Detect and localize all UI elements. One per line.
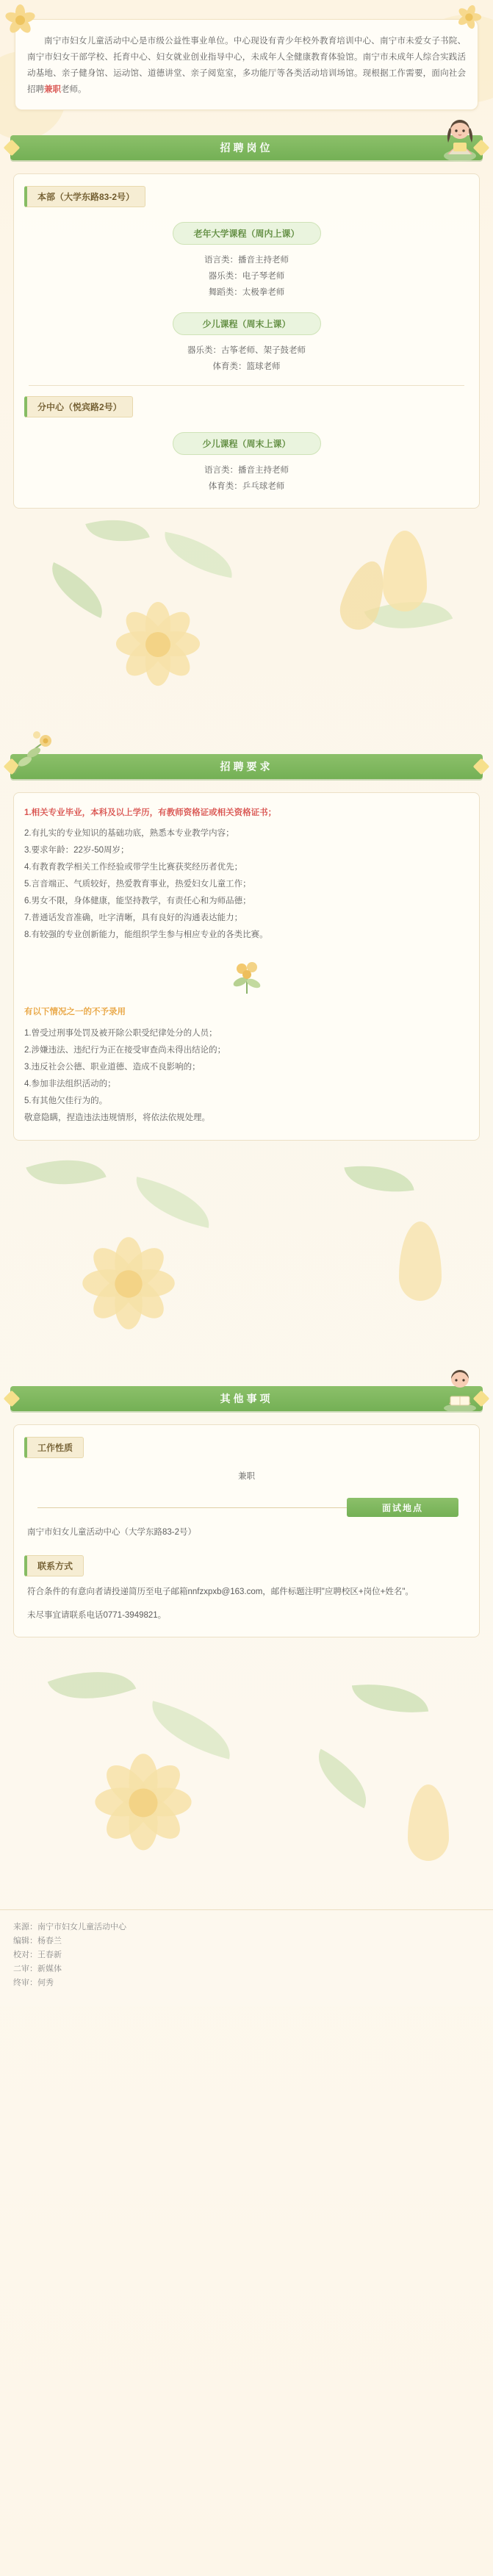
- campus-name: 分中心（悦宾路2号）: [24, 396, 133, 417]
- footer-editor: 编辑：杨春兰: [13, 1937, 62, 1945]
- intro-text: 南宁市妇女儿童活动中心是市级公益性事业单位。中心现设有青少年校外教育培训中心、南宁市未爱女子书院、南宁市妇女干部学校、托育中心、妇女就业创业指导中心，未成年人全健康教育体验馆。南宁市未成年人综合实践活动基地、亲子健身馆、运动馆、道德讲堂、亲子阅览室，多功能厅等各类活动培训场馆。现根据工作需要，面向社会招聘: [27, 37, 466, 94]
- section-other-matters: [0, 1386, 493, 1887]
- requirement-item: 2.有扎实的专业知识的基础功底，熟悉本专业教学内容；: [24, 829, 234, 838]
- flower-icon-top-left: [3, 3, 37, 37]
- banner-other-matters: [10, 1386, 483, 1411]
- course-group-pill: 少儿课程（周末上课）: [173, 312, 321, 335]
- interview-location-tag: 面试地点: [347, 1498, 458, 1517]
- divider: [29, 385, 464, 386]
- work-nature-value: 兼职: [238, 1472, 255, 1481]
- positions-box: [13, 173, 480, 509]
- banner-recruit-positions: [10, 135, 483, 160]
- flower-decor-large: [110, 597, 206, 692]
- banner-title: 招聘岗位: [220, 142, 273, 154]
- decor-art-area-3: [0, 1637, 493, 1887]
- requirement-item: 3.要求年龄：22岁-50周岁；: [24, 846, 129, 855]
- flower-icon-top-right: [456, 4, 483, 31]
- flower-sprig-icon: [227, 960, 267, 994]
- flower-divider: [24, 960, 469, 997]
- footer-final-review: 终审：何秀: [13, 1978, 54, 1987]
- banner-title: 招聘要求: [220, 761, 273, 772]
- contact-phone-text: 未尽事宜请联系电话0771-3949821。: [27, 1611, 167, 1620]
- ribbon-line: [37, 1507, 373, 1508]
- disqualification-item: 2.涉嫌违法、违纪行为正在接受审查尚未得出结论的；: [24, 1046, 226, 1055]
- disqualification-item: 4.参加非法组织活动的；: [24, 1080, 116, 1088]
- footer-second-review: 二审：新媒体: [13, 1965, 62, 1973]
- footer: [0, 1909, 493, 2006]
- section-recruit-positions: [0, 135, 493, 729]
- interview-location-ribbon: [24, 1498, 469, 1517]
- requirement-list: [24, 825, 469, 944]
- intro-section: [0, 0, 493, 110]
- disqualification-item: 1.曾受过刑事处罚及被开除公职受纪律处分的人员；: [24, 1029, 217, 1038]
- contact-tag: 联系方式: [24, 1555, 84, 1576]
- course-row: 语言类：播音主持老师: [204, 256, 289, 265]
- work-nature-tag: 工作性质: [24, 1437, 84, 1458]
- disqualification-item: 3.违反社会公德、职业道德、造成不良影响的；: [24, 1063, 201, 1072]
- requirement-title: 1.相关专业毕业，本科及以上学历，有教师资格证或相关资格证书；: [24, 808, 277, 817]
- disqualification-item: 敬意隐瞒，捏造违法违规情形，将依法依规处理。: [24, 1113, 210, 1122]
- course-row: 器乐类：古筝老师、架子鼓老师: [187, 346, 306, 355]
- course-row: 舞蹈类：太极拳老师: [208, 288, 285, 297]
- flower-decor-large: [88, 1748, 198, 1858]
- campus-name: 本部（大学东路83-2号）: [24, 186, 145, 207]
- disqualification-title: 有以下情况之一的不予录用: [24, 1008, 126, 1016]
- interview-location-value: 南宁市妇女儿童活动中心（大学东路83-2号）: [27, 1528, 197, 1537]
- other-matters-box: [13, 1424, 480, 1637]
- requirement-item: 6.男女不限，身体健康，能坚持教学，有责任心和为师品德；: [24, 897, 251, 905]
- requirement-item: 5.言音端正、气质较好，热爱教育事业，热爱妇女儿童工作；: [24, 880, 251, 889]
- campus-block: [24, 396, 469, 495]
- course-row: 体育类：篮球老师: [212, 362, 281, 371]
- intro-highlight: 兼职: [44, 85, 61, 94]
- decor-art-area-2: [0, 1141, 493, 1361]
- course-row: 器乐类：电子琴老师: [208, 272, 285, 281]
- course-group-pill: 少儿课程（周末上课）: [173, 432, 321, 455]
- requirement-item: 4.有教育教学相关工作经验或带学生比赛获奖经历者优先；: [24, 863, 243, 872]
- girl-illustration-icon: [437, 113, 483, 162]
- campus-block: [24, 186, 469, 375]
- requirement-item: 8.有较强的专业创新能力，能组织学生参与相应专业的各类比赛。: [24, 930, 268, 939]
- disqualification-list: [24, 1025, 469, 1127]
- footer-source: 来源：南宁市妇女儿童活动中心: [13, 1923, 126, 1931]
- decor-art-area-1: [0, 509, 493, 729]
- requirement-item: 7.普通话发音准确，吐字清晰，具有良好的沟通表达能力；: [24, 914, 243, 922]
- intro-paragraph: [27, 33, 466, 98]
- intro-card: [15, 19, 478, 110]
- course-row: 语言类：播音主持老师: [204, 466, 289, 475]
- banner-recruit-requirements: [10, 754, 483, 779]
- requirements-box: [13, 792, 480, 1141]
- footer-proofreader: 校对：王春新: [13, 1951, 62, 1959]
- flower-decor-large: [76, 1232, 181, 1337]
- flower-branch-icon: [12, 729, 57, 778]
- section-recruit-requirements: [0, 754, 493, 1361]
- disqualification-item: 5.有其他欠佳行为的。: [24, 1097, 108, 1105]
- contact-text: 符合条件的有意向者请投递简历至电子邮箱nnfzxpxb@163.com，邮件标题注明"应聘校区+岗位+姓名"。: [27, 1587, 414, 1596]
- course-group-pill: 老年大学课程（周内上课）: [173, 222, 321, 245]
- intro-text-tail: 老师。: [61, 85, 87, 94]
- banner-title: 其他事项: [220, 1393, 273, 1404]
- girl-reading-illustration-icon: [437, 1364, 483, 1413]
- course-row: 体育类：乒乓球老师: [208, 482, 285, 491]
